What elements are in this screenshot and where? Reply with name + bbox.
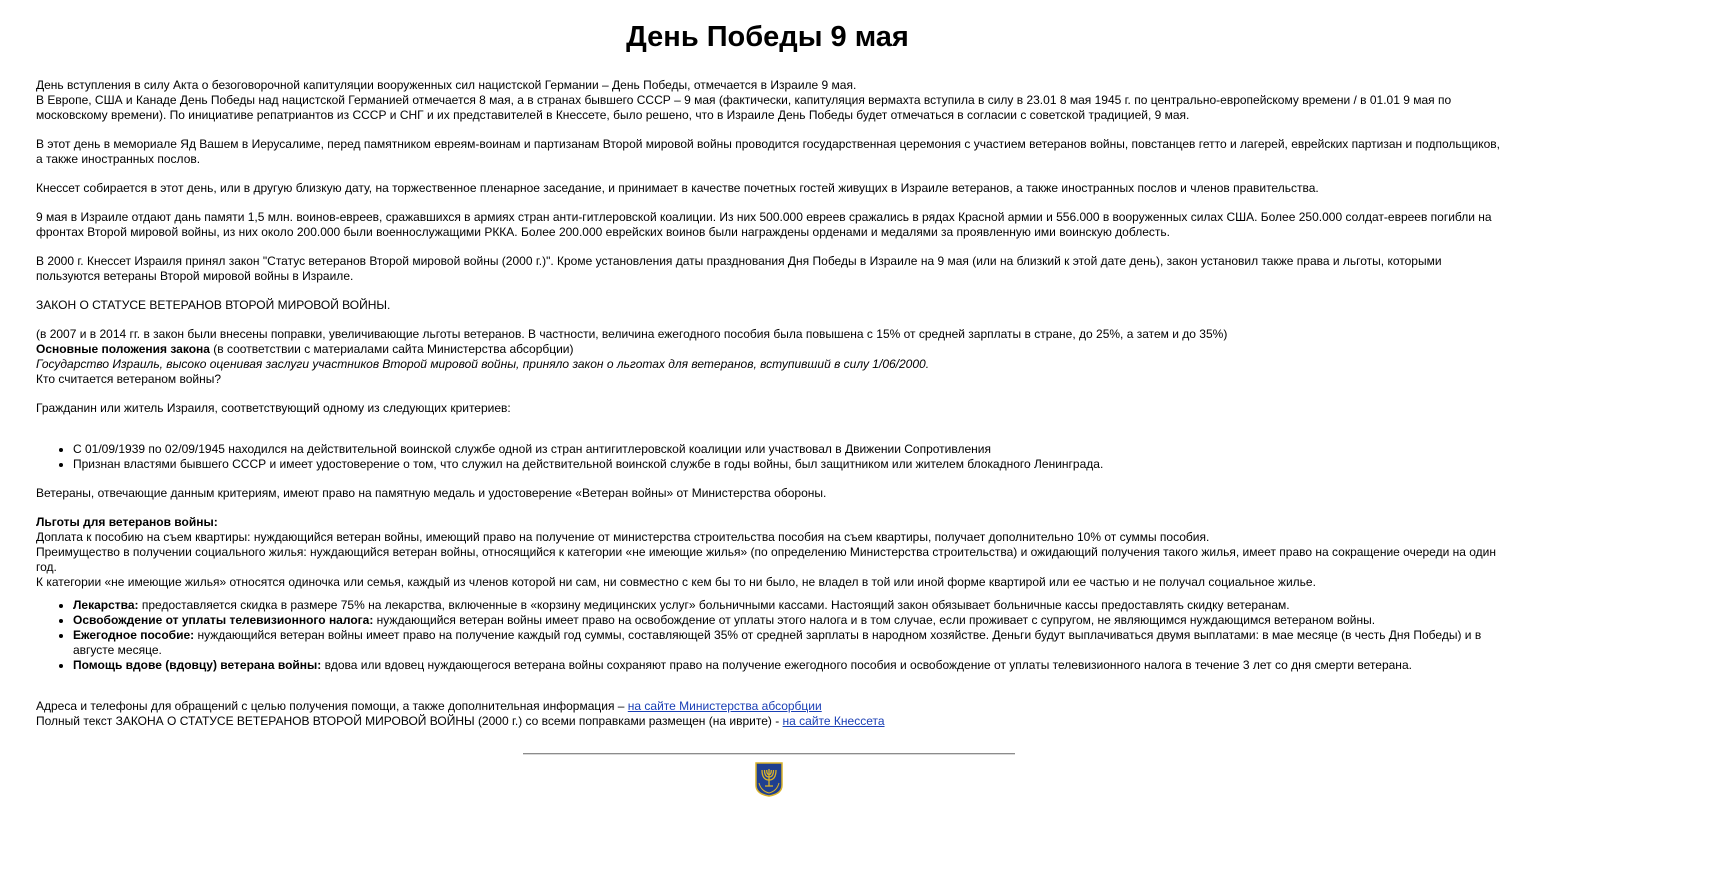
benefit-item: • Ежегодное пособие: нуждающийся ветеран войны имеет право на получение каждый год суммы, составляющей 35% от средней зарплаты в народном хозяйстве. Деньги будут выплачиваться двумя выплатами: в мае месяце (в честь Дня Победы) и в августе месяце. bbox=[73, 628, 1508, 658]
knesset-paragraph: Кнессет собирается в этот день, или в другую близкую дату, на торжественное пленарное заседание, и принимает в качестве почетных гостей живущих в Израиле ветеранов, а также иностранных послов и членов правительства. bbox=[36, 181, 1319, 195]
criteria-intro: Гражданин или житель Израиля, соответствующий одному из следующих критериев: bbox=[36, 401, 511, 415]
intro-line-1: День вступления в силу Акта о безоговорочной капитуляции вооруженных сил нацистской Германии – День Победы, отмечается в Израиле 9 мая. bbox=[36, 78, 857, 92]
fulltext-line: Полный текст ЗАКОНА О СТАТУСЕ ВЕТЕРАНОВ ВТОРОЙ МИРОВОЙ ВОЙНЫ (2000 г.) со всеми поправками размещен (на иврите) - на сайте Кнессета bbox=[36, 714, 885, 728]
memory-paragraph: 9 мая в Израиле отдают дань памяти 1,5 млн. воинов-евреев, сражавшихся в армиях стран анти-гитлеровской коалиции. Из них 500.000 евреев сражались в рядах Красной армии и 556.000 в вооруженных силах США. Более 250.000 солдат-евреев погибли на фронтах Второй мировой войны, из них около 200.000 были военнослужащими РККА. Более 200.000 еврейских воинов были награждены орденами и медалями за проявленную ими воинскую доблесть. bbox=[36, 210, 1492, 239]
law-heading: ЗАКОН О СТАТУСЕ ВЕТЕРАНОВ ВТОРОЙ МИРОВОЙ ВОЙНЫ. bbox=[36, 298, 391, 312]
benefit-housing: Преимущество в получении социального жилья: нуждающийся ветеран войны, относящийся к категории «не имеющие жилья» (по определению Министерства строительства) и ожидающий получения такого жилья, имеет право на сокращение очереди на один год. bbox=[36, 545, 1497, 574]
benefit-rent: Доплата к пособию на съем квартиры: нуждающийся ветеран войны, имеющий право на получение от министерства строительства пособия на съем квартиры, получает дополнительно 10% от суммы пособия. bbox=[36, 530, 1210, 544]
main-provisions-note: (в соответствии с материалами сайта Министерства абсорбции) bbox=[209, 342, 574, 356]
contacts-line: Адреса и телефоны для обращений с целью получения помощи, а также дополнительная информация – на сайте Министерства абсорбции bbox=[36, 699, 822, 713]
absorption-ministry-link[interactable]: на сайте Министерства абсорбции bbox=[627, 699, 822, 713]
state-statement: Государство Израиль, высоко оценивая заслуги участников Второй мировой войны, приняло закон о льготах для ветеранов, вступивший в силу 1/06/2000. bbox=[36, 357, 930, 371]
benefit-item: • Лекарства: предоставляется скидка в размере 75% на лекарства, включенные в «корзину медицинских услуг» больничными кассами. Настоящий закон обязывает больничные кассы предоставлять скидку ветеранам. bbox=[73, 598, 1508, 613]
benefit-category: К категории «не имеющие жилья» относятся одиночка или семья, каждый из членов которой ни сам, ни совместно с кем бы то ни было, не владел в той или иной форме квартирой или ее частью и не получал социальное жилье. bbox=[36, 575, 1316, 589]
criteria-item: • С 01/09/1939 по 02/09/1945 находился на действительной воинской службе одной из стран антигитлеровской коалиции или участвовал в Движении Сопротивления bbox=[73, 442, 1508, 457]
amendments-paragraph: (в 2007 и в 2014 гг. в закон были внесены поправки, увеличивающие льготы ветеранов. В частности, величина ежегодного пособия была повышена с 15% от средней зарплаты в стране, до 25%, а затем и до 35%) bbox=[36, 327, 1228, 341]
footer-divider bbox=[523, 753, 1015, 755]
benefits-heading: Льготы для ветеранов войны: bbox=[36, 515, 218, 529]
benefit-item: • Помощь вдове (вдовцу) ветерана войны: вдова или вдовец нуждающегося ветерана войны сохраняют право на получение ежегодного пособия и освобождение от уплаты телевизионного налога в течение 3 лет со дня смерти ветерана. bbox=[73, 658, 1508, 673]
menorah-emblem-icon bbox=[754, 761, 784, 797]
benefits-list bbox=[36, 598, 1508, 673]
intro-line-2: В Европе, США и Канаде День Победы над нацистской Германией отмечается 8 мая, а в странах бывшего СССР – 9 мая (фактически, капитуляция вермахта вступила в силу в 23.01 8 мая 1945 г. по центрально-европейскому времени / в 01.01 9 мая по московскому времени). По инициативе репатриантов из СССР и СНГ и их представителей в Кнессете, было решено, что в Израиле День Победы будет отмечаться в согласии с советской традицией, 9 мая. bbox=[36, 93, 1452, 122]
page-title: День Победы 9 мая bbox=[626, 21, 909, 53]
yad-vashem-paragraph: В этот день в мемориале Яд Вашем в Иерусалиме, перед памятником евреям-воинам и партизанам Второй мировой войны проводится государственная церемония с участием ветеранов войны, повстанцев гетто и лагерей, еврейских партизан и подпольщиков, а также иностранных послов. bbox=[36, 137, 1500, 166]
criteria-item: • Признан властями бывшего СССР и имеет удостоверение о том, что служил на действительной воинской службе в годы войны, был защитником или жителем блокадного Ленинграда. bbox=[73, 457, 1508, 472]
knesset-link[interactable]: на сайте Кнессета bbox=[782, 714, 885, 728]
law-2000-paragraph: В 2000 г. Кнессет Израиля принял закон "Статус ветеранов Второй мировой войны (2000 г.)". Кроме установления даты празднования Дня Победы в Израиле на 9 мая (или на близкий к этой дате день), закон установил также права и льготы, которыми пользуются ветераны Второй мировой войны в Израиле. bbox=[36, 254, 1442, 283]
criteria-list bbox=[36, 442, 1508, 472]
article-body bbox=[36, 78, 1508, 729]
who-is-veteran: Кто считается ветераном войны? bbox=[36, 372, 222, 386]
main-provisions-label: Основные положения закона bbox=[36, 342, 210, 356]
main-provisions bbox=[36, 342, 1508, 357]
benefit-item: • Освобождение от уплаты телевизионного налога: нуждающийся ветеран войны имеет право на освобождение от уплаты этого налога и в том случае, если проживает с супругом, не являющимся нуждающимся ветераном войны. bbox=[73, 613, 1508, 628]
medal-paragraph: Ветераны, отвечающие данным критериям, имеют право на памятную медаль и удостоверение «Ветеран войны» от Министерства обороны. bbox=[36, 486, 827, 500]
